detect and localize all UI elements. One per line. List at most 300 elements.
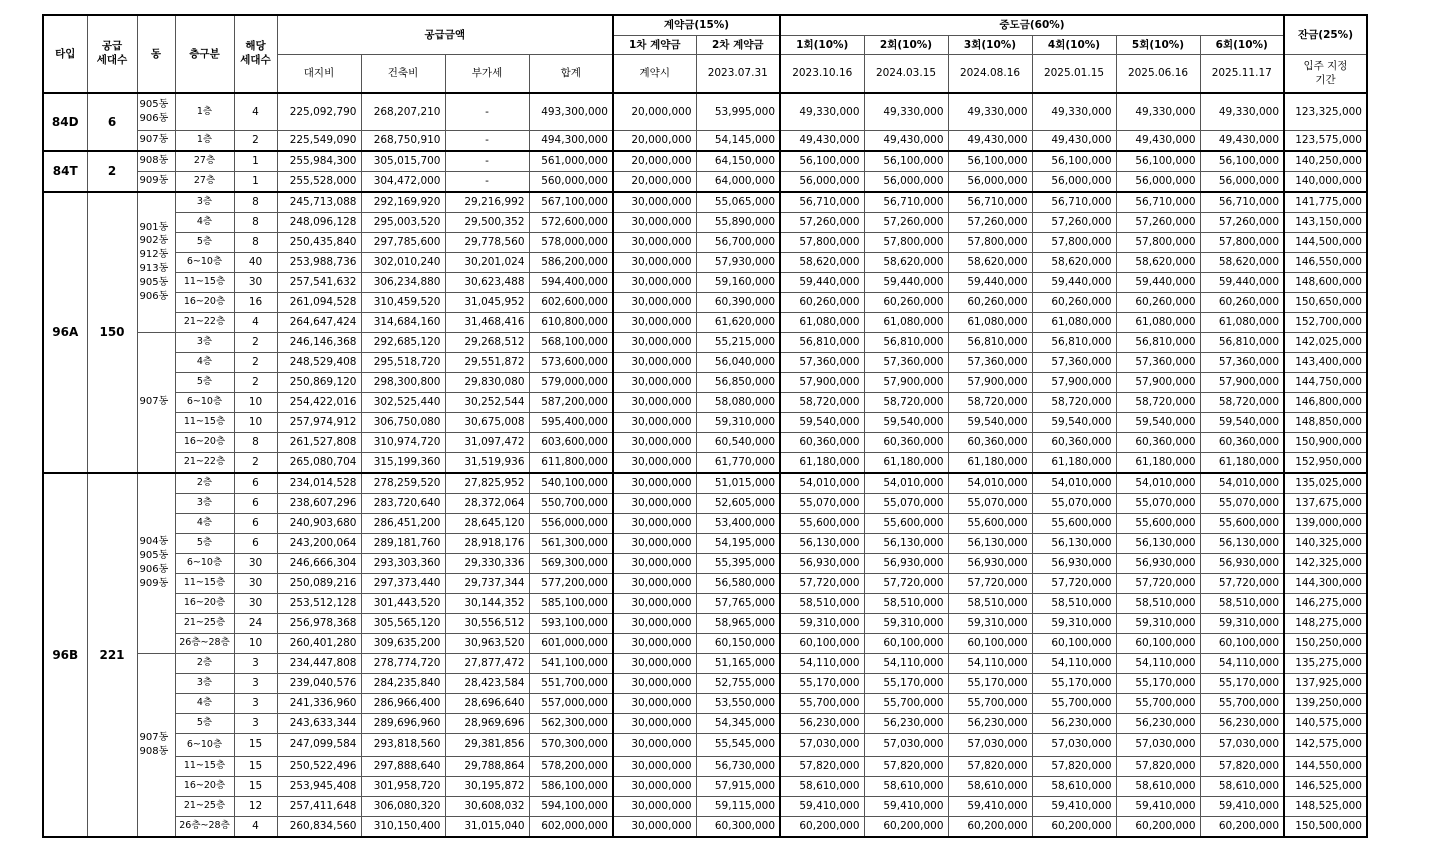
table-row — [43, 713, 1367, 733]
middle-payment-1-cell: 54,010,000 — [780, 473, 864, 494]
contract-1-cell: 30,000,000 — [613, 473, 696, 494]
building-cost-cell: 293,818,560 — [361, 733, 445, 756]
land-cost-cell: 250,089,216 — [277, 573, 361, 593]
contract-2-cell: 60,150,000 — [696, 633, 780, 653]
total-cell: 556,000,000 — [529, 513, 613, 533]
table-row — [43, 93, 1367, 130]
total-cell: 560,000,000 — [529, 171, 613, 192]
units-cell: 3 — [234, 713, 277, 733]
vat-cell: 28,918,176 — [445, 533, 529, 553]
units-cell: 30 — [234, 573, 277, 593]
units-cell: 8 — [234, 232, 277, 252]
middle-payment-5-cell: 49,430,000 — [1116, 130, 1200, 151]
units-cell: 6 — [234, 493, 277, 513]
middle-payment-6-cell: 59,410,000 — [1200, 796, 1284, 816]
building-cost-cell: 284,235,840 — [361, 673, 445, 693]
units-cell: 15 — [234, 733, 277, 756]
total-cell: 603,600,000 — [529, 432, 613, 452]
header-mid-3: 3회(10%) — [948, 36, 1032, 55]
middle-payment-2-cell: 55,170,000 — [864, 673, 948, 693]
vat-cell: 30,623,488 — [445, 272, 529, 292]
units-cell: 4 — [234, 816, 277, 837]
units-cell: 6 — [234, 533, 277, 553]
middle-payment-3-cell: 57,720,000 — [948, 573, 1032, 593]
middle-payment-5-cell: 59,440,000 — [1116, 272, 1200, 292]
land-cost-cell: 257,541,632 — [277, 272, 361, 292]
building-cost-cell: 292,685,120 — [361, 332, 445, 352]
header-mid-4: 4회(10%) — [1032, 36, 1116, 55]
header-mid-4-date: 2025.01.15 — [1032, 55, 1116, 94]
middle-payment-3-cell: 60,360,000 — [948, 432, 1032, 452]
contract-2-cell: 57,915,000 — [696, 776, 780, 796]
vat-cell: 29,330,336 — [445, 553, 529, 573]
vat-cell: 28,645,120 — [445, 513, 529, 533]
contract-1-cell: 30,000,000 — [613, 212, 696, 232]
middle-payment-6-cell: 56,930,000 — [1200, 553, 1284, 573]
land-cost-cell: 261,094,528 — [277, 292, 361, 312]
middle-payment-1-cell: 59,310,000 — [780, 613, 864, 633]
total-cell: 550,700,000 — [529, 493, 613, 513]
building-cost-cell: 286,451,200 — [361, 513, 445, 533]
middle-payment-3-cell: 61,180,000 — [948, 452, 1032, 473]
middle-payment-6-cell: 56,710,000 — [1200, 192, 1284, 213]
contract-1-cell: 30,000,000 — [613, 553, 696, 573]
contract-1-cell: 30,000,000 — [613, 633, 696, 653]
total-cell: 569,300,000 — [529, 553, 613, 573]
contract-2-cell: 56,850,000 — [696, 372, 780, 392]
table-row — [43, 432, 1367, 452]
building-cost-cell: 305,015,700 — [361, 151, 445, 172]
table-row — [43, 553, 1367, 573]
vat-cell: 29,381,856 — [445, 733, 529, 756]
middle-payment-4-cell: 60,360,000 — [1032, 432, 1116, 452]
dong-cell: 905동 906동 — [137, 93, 175, 130]
middle-payment-5-cell: 56,810,000 — [1116, 332, 1200, 352]
contract-2-cell: 55,215,000 — [696, 332, 780, 352]
middle-payment-4-cell: 57,360,000 — [1032, 352, 1116, 372]
building-cost-cell: 295,003,520 — [361, 212, 445, 232]
units-cell: 2 — [234, 372, 277, 392]
header-total: 합계 — [529, 55, 613, 94]
contract-2-cell: 55,065,000 — [696, 192, 780, 213]
building-cost-cell: 283,720,640 — [361, 493, 445, 513]
balance-cell: 150,650,000 — [1284, 292, 1367, 312]
middle-payment-3-cell: 59,540,000 — [948, 412, 1032, 432]
table-row — [43, 493, 1367, 513]
middle-payment-4-cell: 55,170,000 — [1032, 673, 1116, 693]
balance-cell: 143,400,000 — [1284, 352, 1367, 372]
table-row — [43, 292, 1367, 312]
total-cell: 540,100,000 — [529, 473, 613, 494]
header-contract-1: 1차 계약금 — [613, 36, 696, 55]
contract-2-cell: 59,310,000 — [696, 412, 780, 432]
floor-cell: 6~10층 — [175, 553, 234, 573]
contract-1-cell: 30,000,000 — [613, 673, 696, 693]
table-row — [43, 533, 1367, 553]
middle-payment-4-cell: 60,260,000 — [1032, 292, 1116, 312]
header-contract-1-date: 계약시 — [613, 55, 696, 94]
vat-cell: 31,519,936 — [445, 452, 529, 473]
vat-cell: 30,195,872 — [445, 776, 529, 796]
total-cell: 593,100,000 — [529, 613, 613, 633]
land-cost-cell: 246,666,304 — [277, 553, 361, 573]
floor-cell: 27층 — [175, 171, 234, 192]
floor-cell: 6~10층 — [175, 252, 234, 272]
header-dong: 동 — [137, 15, 175, 93]
middle-payment-2-cell: 54,010,000 — [864, 473, 948, 494]
balance-cell: 150,250,000 — [1284, 633, 1367, 653]
header-units: 해당 세대수 — [234, 15, 277, 93]
middle-payment-2-cell: 49,330,000 — [864, 93, 948, 130]
land-cost-cell: 243,633,344 — [277, 713, 361, 733]
middle-payment-6-cell: 59,440,000 — [1200, 272, 1284, 292]
middle-payment-2-cell: 57,720,000 — [864, 573, 948, 593]
units-cell: 1 — [234, 151, 277, 172]
middle-payment-3-cell: 54,010,000 — [948, 473, 1032, 494]
middle-payment-6-cell: 54,010,000 — [1200, 473, 1284, 494]
middle-payment-4-cell: 57,820,000 — [1032, 756, 1116, 776]
table-row — [43, 473, 1367, 494]
middle-payment-4-cell: 58,510,000 — [1032, 593, 1116, 613]
vat-cell: 29,216,992 — [445, 192, 529, 213]
total-cell: 586,200,000 — [529, 252, 613, 272]
total-cell: 570,300,000 — [529, 733, 613, 756]
middle-payment-6-cell: 57,360,000 — [1200, 352, 1284, 372]
middle-payment-6-cell: 56,230,000 — [1200, 713, 1284, 733]
vat-cell: 27,877,472 — [445, 653, 529, 673]
middle-payment-3-cell: 56,810,000 — [948, 332, 1032, 352]
total-cell: 602,600,000 — [529, 292, 613, 312]
middle-payment-1-cell: 56,930,000 — [780, 553, 864, 573]
middle-payment-1-cell: 60,200,000 — [780, 816, 864, 837]
middle-payment-1-cell: 49,330,000 — [780, 93, 864, 130]
middle-payment-3-cell: 57,030,000 — [948, 733, 1032, 756]
middle-payment-5-cell: 58,720,000 — [1116, 392, 1200, 412]
table-row — [43, 192, 1367, 213]
middle-payment-6-cell: 60,260,000 — [1200, 292, 1284, 312]
vat-cell: 31,468,416 — [445, 312, 529, 332]
middle-payment-6-cell: 59,540,000 — [1200, 412, 1284, 432]
floor-cell: 4층 — [175, 212, 234, 232]
middle-payment-3-cell: 49,430,000 — [948, 130, 1032, 151]
vat-cell: 30,201,024 — [445, 252, 529, 272]
contract-1-cell: 30,000,000 — [613, 352, 696, 372]
building-cost-cell: 297,888,640 — [361, 756, 445, 776]
middle-payment-5-cell: 57,820,000 — [1116, 756, 1200, 776]
middle-payment-3-cell: 56,000,000 — [948, 171, 1032, 192]
middle-payment-5-cell: 57,030,000 — [1116, 733, 1200, 756]
floor-cell: 16~20층 — [175, 292, 234, 312]
land-cost-cell: 225,549,090 — [277, 130, 361, 151]
building-cost-cell: 302,525,440 — [361, 392, 445, 412]
middle-payment-1-cell: 54,110,000 — [780, 653, 864, 673]
building-cost-cell: 295,518,720 — [361, 352, 445, 372]
balance-cell: 148,850,000 — [1284, 412, 1367, 432]
floor-cell: 1층 — [175, 130, 234, 151]
dong-cell: 909동 — [137, 171, 175, 192]
contract-1-cell: 30,000,000 — [613, 312, 696, 332]
contract-2-cell: 58,080,000 — [696, 392, 780, 412]
vat-cell: 28,969,696 — [445, 713, 529, 733]
middle-payment-3-cell: 59,310,000 — [948, 613, 1032, 633]
middle-payment-6-cell: 56,130,000 — [1200, 533, 1284, 553]
header-mid-5-date: 2025.06.16 — [1116, 55, 1200, 94]
middle-payment-6-cell: 56,000,000 — [1200, 171, 1284, 192]
middle-payment-3-cell: 49,330,000 — [948, 93, 1032, 130]
middle-payment-1-cell: 55,170,000 — [780, 673, 864, 693]
middle-payment-6-cell: 49,430,000 — [1200, 130, 1284, 151]
dong-cell: 904동 905동 906동 909동 — [137, 473, 175, 654]
floor-cell: 4층 — [175, 513, 234, 533]
middle-payment-4-cell: 56,810,000 — [1032, 332, 1116, 352]
land-cost-cell: 225,092,790 — [277, 93, 361, 130]
building-cost-cell: 314,684,160 — [361, 312, 445, 332]
units-cell: 30 — [234, 553, 277, 573]
middle-payment-3-cell: 55,170,000 — [948, 673, 1032, 693]
land-cost-cell: 261,527,808 — [277, 432, 361, 452]
middle-payment-4-cell: 54,010,000 — [1032, 473, 1116, 494]
middle-payment-1-cell: 58,610,000 — [780, 776, 864, 796]
middle-payment-1-cell: 57,030,000 — [780, 733, 864, 756]
contract-1-cell: 30,000,000 — [613, 292, 696, 312]
total-cell: 585,100,000 — [529, 593, 613, 613]
total-cell: 557,000,000 — [529, 693, 613, 713]
vat-cell: 28,423,584 — [445, 673, 529, 693]
balance-cell: 150,900,000 — [1284, 432, 1367, 452]
middle-payment-2-cell: 60,360,000 — [864, 432, 948, 452]
contract-2-cell: 64,150,000 — [696, 151, 780, 172]
land-cost-cell: 253,512,128 — [277, 593, 361, 613]
balance-cell: 137,925,000 — [1284, 673, 1367, 693]
middle-payment-6-cell: 60,100,000 — [1200, 633, 1284, 653]
middle-payment-4-cell: 59,440,000 — [1032, 272, 1116, 292]
middle-payment-5-cell: 60,200,000 — [1116, 816, 1200, 837]
middle-payment-3-cell: 55,070,000 — [948, 493, 1032, 513]
middle-payment-5-cell: 57,800,000 — [1116, 232, 1200, 252]
type-cell: 96B — [43, 473, 87, 837]
land-cost-cell: 247,099,584 — [277, 733, 361, 756]
contract-2-cell: 56,700,000 — [696, 232, 780, 252]
header-floor: 층구분 — [175, 15, 234, 93]
header-mid-6: 6회(10%) — [1200, 36, 1284, 55]
table-row — [43, 372, 1367, 392]
table-row — [43, 130, 1367, 151]
units-cell: 8 — [234, 192, 277, 213]
contract-1-cell: 30,000,000 — [613, 192, 696, 213]
balance-cell: 144,500,000 — [1284, 232, 1367, 252]
middle-payment-2-cell: 56,810,000 — [864, 332, 948, 352]
building-cost-cell: 297,785,600 — [361, 232, 445, 252]
dong-cell: 907동 — [137, 130, 175, 151]
floor-cell: 1층 — [175, 93, 234, 130]
middle-payment-1-cell: 57,260,000 — [780, 212, 864, 232]
middle-payment-1-cell: 57,360,000 — [780, 352, 864, 372]
middle-payment-5-cell: 55,600,000 — [1116, 513, 1200, 533]
middle-payment-5-cell: 60,260,000 — [1116, 292, 1200, 312]
middle-payment-2-cell: 56,000,000 — [864, 171, 948, 192]
contract-2-cell: 61,770,000 — [696, 452, 780, 473]
dong-cell: 907동 — [137, 332, 175, 473]
middle-payment-1-cell: 56,100,000 — [780, 151, 864, 172]
floor-cell: 3층 — [175, 332, 234, 352]
contract-2-cell: 51,015,000 — [696, 473, 780, 494]
middle-payment-5-cell: 49,330,000 — [1116, 93, 1200, 130]
middle-payment-5-cell: 56,130,000 — [1116, 533, 1200, 553]
units-cell: 2 — [234, 352, 277, 372]
middle-payment-4-cell: 57,720,000 — [1032, 573, 1116, 593]
middle-payment-1-cell: 59,440,000 — [780, 272, 864, 292]
middle-payment-5-cell: 56,100,000 — [1116, 151, 1200, 172]
total-cell: 594,100,000 — [529, 796, 613, 816]
balance-cell: 140,325,000 — [1284, 533, 1367, 553]
balance-cell: 135,275,000 — [1284, 653, 1367, 673]
contract-2-cell: 56,580,000 — [696, 573, 780, 593]
contract-2-cell: 53,995,000 — [696, 93, 780, 130]
contract-2-cell: 61,620,000 — [696, 312, 780, 332]
middle-payment-2-cell: 56,100,000 — [864, 151, 948, 172]
middle-payment-3-cell: 57,800,000 — [948, 232, 1032, 252]
balance-cell: 146,800,000 — [1284, 392, 1367, 412]
contract-1-cell: 30,000,000 — [613, 713, 696, 733]
building-cost-cell: 289,696,960 — [361, 713, 445, 733]
middle-payment-4-cell: 61,080,000 — [1032, 312, 1116, 332]
contract-2-cell: 55,395,000 — [696, 553, 780, 573]
balance-cell: 140,250,000 — [1284, 151, 1367, 172]
floor-cell: 11~15층 — [175, 272, 234, 292]
vat-cell: 27,825,952 — [445, 473, 529, 494]
balance-cell: 140,575,000 — [1284, 713, 1367, 733]
middle-payment-6-cell: 57,800,000 — [1200, 232, 1284, 252]
middle-payment-4-cell: 55,070,000 — [1032, 493, 1116, 513]
middle-payment-3-cell: 58,720,000 — [948, 392, 1032, 412]
middle-payment-6-cell: 58,620,000 — [1200, 252, 1284, 272]
total-cell: 595,400,000 — [529, 412, 613, 432]
vat-cell: - — [445, 171, 529, 192]
middle-payment-5-cell: 60,100,000 — [1116, 633, 1200, 653]
vat-cell: 30,608,032 — [445, 796, 529, 816]
middle-payment-3-cell: 59,410,000 — [948, 796, 1032, 816]
middle-payment-6-cell: 57,820,000 — [1200, 756, 1284, 776]
floor-cell: 6~10층 — [175, 392, 234, 412]
middle-payment-6-cell: 55,700,000 — [1200, 693, 1284, 713]
middle-payment-4-cell: 60,100,000 — [1032, 633, 1116, 653]
header-building: 건축비 — [361, 55, 445, 94]
balance-cell: 144,300,000 — [1284, 573, 1367, 593]
middle-payment-4-cell: 56,100,000 — [1032, 151, 1116, 172]
middle-payment-2-cell: 60,200,000 — [864, 816, 948, 837]
units-cell: 2 — [234, 130, 277, 151]
land-cost-cell: 240,903,680 — [277, 513, 361, 533]
total-cell: 594,400,000 — [529, 272, 613, 292]
contract-2-cell: 58,965,000 — [696, 613, 780, 633]
table-row — [43, 653, 1367, 673]
vat-cell: 30,556,512 — [445, 613, 529, 633]
middle-payment-6-cell: 58,510,000 — [1200, 593, 1284, 613]
middle-payment-4-cell: 56,230,000 — [1032, 713, 1116, 733]
floor-cell: 11~15층 — [175, 756, 234, 776]
middle-payment-1-cell: 60,100,000 — [780, 633, 864, 653]
middle-payment-1-cell: 60,260,000 — [780, 292, 864, 312]
middle-payment-4-cell: 54,110,000 — [1032, 653, 1116, 673]
building-cost-cell: 306,234,880 — [361, 272, 445, 292]
middle-payment-3-cell: 56,710,000 — [948, 192, 1032, 213]
contract-2-cell: 59,115,000 — [696, 796, 780, 816]
dong-cell: 907동 908동 — [137, 653, 175, 837]
balance-cell: 140,000,000 — [1284, 171, 1367, 192]
header-supply-units: 공급 세대수 — [87, 15, 137, 93]
middle-payment-5-cell: 57,360,000 — [1116, 352, 1200, 372]
contract-1-cell: 30,000,000 — [613, 412, 696, 432]
vat-cell: 29,500,352 — [445, 212, 529, 232]
contract-1-cell: 30,000,000 — [613, 593, 696, 613]
middle-payment-2-cell: 56,930,000 — [864, 553, 948, 573]
floor-cell: 3층 — [175, 493, 234, 513]
middle-payment-2-cell: 59,310,000 — [864, 613, 948, 633]
header-contract: 계약금(15%) — [613, 15, 780, 36]
floor-cell: 5층 — [175, 713, 234, 733]
middle-payment-4-cell: 58,720,000 — [1032, 392, 1116, 412]
contract-1-cell: 20,000,000 — [613, 171, 696, 192]
table-row — [43, 171, 1367, 192]
land-cost-cell: 250,869,120 — [277, 372, 361, 392]
land-cost-cell: 246,146,368 — [277, 332, 361, 352]
building-cost-cell: 292,169,920 — [361, 192, 445, 213]
total-cell: 494,300,000 — [529, 130, 613, 151]
balance-cell: 137,675,000 — [1284, 493, 1367, 513]
middle-payment-1-cell: 49,430,000 — [780, 130, 864, 151]
middle-payment-5-cell: 54,110,000 — [1116, 653, 1200, 673]
header-mid-3-date: 2024.08.16 — [948, 55, 1032, 94]
header-mid-5: 5회(10%) — [1116, 36, 1200, 55]
middle-payment-4-cell: 56,000,000 — [1032, 171, 1116, 192]
floor-cell: 6~10층 — [175, 733, 234, 756]
middle-payment-4-cell: 55,600,000 — [1032, 513, 1116, 533]
balance-cell: 144,750,000 — [1284, 372, 1367, 392]
units-cell: 4 — [234, 93, 277, 130]
middle-payment-2-cell: 59,540,000 — [864, 412, 948, 432]
contract-1-cell: 30,000,000 — [613, 653, 696, 673]
units-cell: 8 — [234, 212, 277, 232]
units-cell: 3 — [234, 693, 277, 713]
middle-payment-4-cell: 61,180,000 — [1032, 452, 1116, 473]
land-cost-cell: 254,422,016 — [277, 392, 361, 412]
total-cell: 611,800,000 — [529, 452, 613, 473]
land-cost-cell: 250,435,840 — [277, 232, 361, 252]
middle-payment-2-cell: 57,360,000 — [864, 352, 948, 372]
middle-payment-2-cell: 61,080,000 — [864, 312, 948, 332]
middle-payment-5-cell: 58,510,000 — [1116, 593, 1200, 613]
middle-payment-4-cell: 57,030,000 — [1032, 733, 1116, 756]
middle-payment-6-cell: 57,720,000 — [1200, 573, 1284, 593]
balance-cell: 146,550,000 — [1284, 252, 1367, 272]
contract-1-cell: 30,000,000 — [613, 756, 696, 776]
balance-cell: 152,950,000 — [1284, 452, 1367, 473]
middle-payment-4-cell: 58,620,000 — [1032, 252, 1116, 272]
middle-payment-3-cell: 57,360,000 — [948, 352, 1032, 372]
middle-payment-1-cell: 56,130,000 — [780, 533, 864, 553]
contract-1-cell: 20,000,000 — [613, 130, 696, 151]
middle-payment-5-cell: 55,700,000 — [1116, 693, 1200, 713]
middle-payment-6-cell: 55,070,000 — [1200, 493, 1284, 513]
middle-payment-2-cell: 54,110,000 — [864, 653, 948, 673]
total-cell: 602,000,000 — [529, 816, 613, 837]
middle-payment-2-cell: 58,620,000 — [864, 252, 948, 272]
units-cell: 12 — [234, 796, 277, 816]
middle-payment-6-cell: 57,260,000 — [1200, 212, 1284, 232]
header-balance: 잔금(25%) — [1284, 15, 1367, 55]
contract-1-cell: 30,000,000 — [613, 693, 696, 713]
middle-payment-4-cell: 59,540,000 — [1032, 412, 1116, 432]
